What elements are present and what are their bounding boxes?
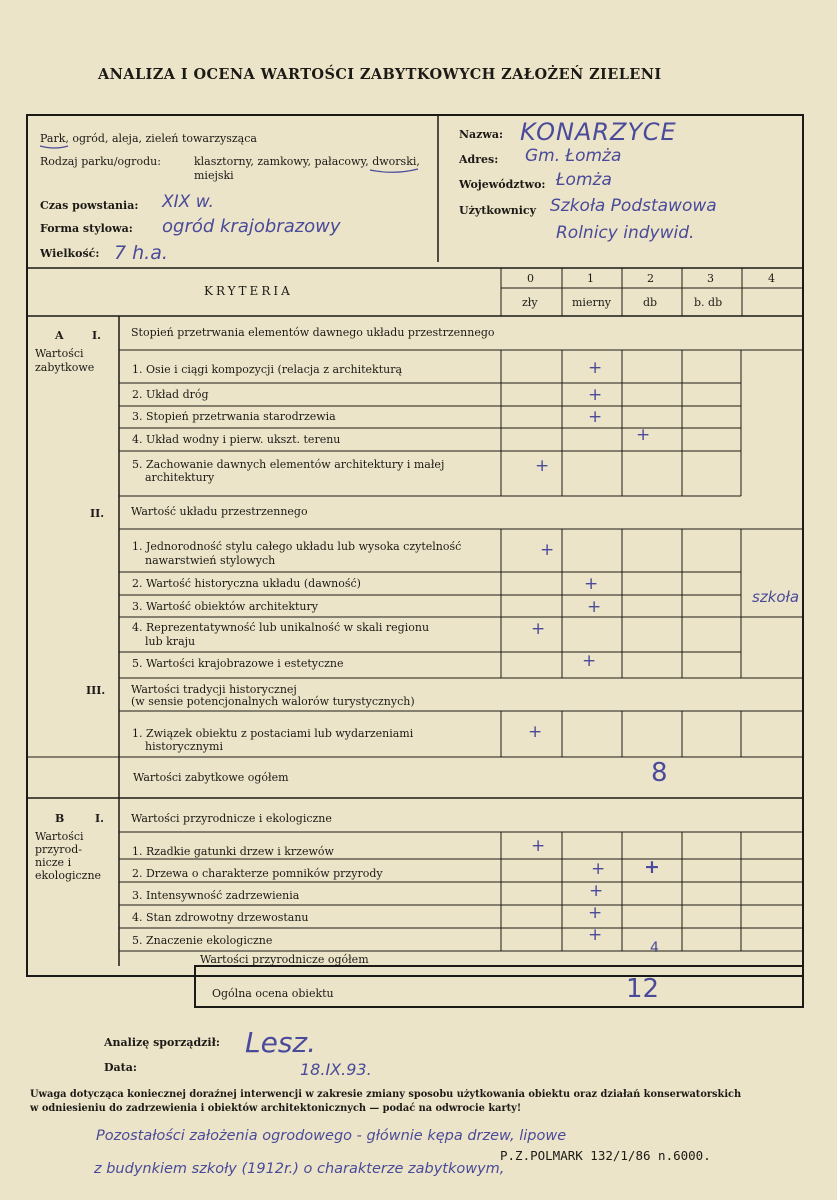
users-value-2: Rolnicy indywid. bbox=[556, 223, 695, 243]
mark-a1-4: + bbox=[636, 425, 651, 445]
mark-a2-3: + bbox=[587, 597, 602, 617]
section-b-title-2: przyrod- bbox=[35, 843, 82, 856]
a2-item-4: 4. Reprezentatywność lub unikalność w skali regionu bbox=[132, 621, 430, 634]
section-a-roman-1: I. bbox=[92, 329, 101, 342]
score-col-1-num: 1 bbox=[587, 272, 594, 285]
mark-a1-5: + bbox=[535, 456, 550, 476]
section-b-total-label: Wartości przyrodnicze ogółem bbox=[200, 953, 369, 966]
voivodeship-value: Łomża bbox=[556, 170, 612, 190]
b1-item-4: 4. Stan zdrowotny drzewostanu bbox=[132, 911, 309, 924]
section-b-roman-1: I. bbox=[95, 812, 104, 825]
name-value: KONARZYCE bbox=[520, 118, 677, 146]
b1-item-3: 3. Intensywność zadrzewienia bbox=[132, 889, 300, 902]
handwritten-note-1: Pozostałości założenia ogrodowego - głównie kępa drzew, lipowe bbox=[96, 1128, 567, 1144]
section-a-roman-3: III. bbox=[86, 684, 106, 697]
age-label: Czas powstania: bbox=[40, 199, 139, 212]
kind-options-cont: miejski bbox=[194, 169, 234, 182]
section-b-letter: B bbox=[55, 812, 65, 825]
a1-item-2: 2. Układ dróg bbox=[132, 388, 209, 401]
name-label: Nazwa: bbox=[459, 128, 504, 141]
analysis-label: Analizę sporządził: bbox=[104, 1036, 220, 1049]
page-title: ANALIZA I OCENA WARTOŚCI ZABYTKOWYCH ZAŁOŻEŃ ZIELENI bbox=[98, 66, 662, 83]
mark-b1-3: + bbox=[589, 881, 604, 901]
section-a-title-1: Wartości bbox=[35, 347, 84, 360]
date-label: Data: bbox=[104, 1061, 137, 1074]
a1-item-1: 1. Osie i ciągi kompozycji (relacja z architekturą bbox=[132, 363, 403, 376]
section-b-total-value: 4 bbox=[650, 940, 659, 956]
analysis-signature: Lesz. bbox=[245, 1026, 317, 1059]
section-a-group-3: Wartości tradycji historycznej bbox=[131, 683, 297, 696]
a1-item-4: 4. Układ wodny i pierw. ukszt. terenu bbox=[132, 433, 341, 446]
section-a-total-value: 8 bbox=[651, 758, 668, 788]
a2-item-4-cont: lub kraju bbox=[145, 635, 196, 648]
section-a-letter: A bbox=[55, 329, 64, 342]
voivodeship-label: Województwo: bbox=[459, 178, 546, 191]
criteria-label: KRYTERIA bbox=[204, 284, 293, 298]
a2-item-5: 5. Wartości krajobrazowe i estetyczne bbox=[132, 657, 344, 670]
note-line-2: w odniesieniu do zadrzewienia i obiektów architektonicznych — podać na odwrocie karty! bbox=[30, 1103, 522, 1114]
kind-options: klasztorny, zamkowy, pałacowy, dworski, bbox=[194, 155, 420, 168]
section-b-title-1: Wartości bbox=[35, 830, 84, 843]
note-line-1: Uwaga dotycząca koniecznej doraźnej interwencji w zakresie zmiany sposobu użytkowania obiektu oraz działań konserwatorskich bbox=[30, 1089, 742, 1100]
overall-value: 12 bbox=[626, 974, 660, 1004]
score-col-2-label: db bbox=[643, 296, 658, 309]
a1-item-5: 5. Zachowanie dawnych elementów architektury i małej bbox=[132, 458, 445, 471]
a2-item-1-cont: nawarstwień stylowych bbox=[145, 554, 276, 567]
mark-a1-1: + bbox=[588, 358, 603, 378]
section-a-roman-2: II. bbox=[90, 507, 105, 520]
b1-item-2: 2. Drzewa o charakterze pomników przyrody bbox=[132, 867, 383, 880]
section-a-group-3-cont: (w sensie potencjonalnych walorów turystycznych) bbox=[131, 695, 415, 708]
style-value: ogród krajobrazowy bbox=[162, 216, 341, 237]
mark-a2-2: + bbox=[584, 574, 599, 594]
a3-item-1: 1. Związek obiektu z postaciami lub wydarzeniami bbox=[132, 727, 414, 740]
mark-b1-2: + bbox=[591, 859, 606, 879]
a2-item-2: 2. Wartość historyczna układu (dawność) bbox=[132, 577, 361, 590]
date-value: 18.IX.93. bbox=[300, 1060, 372, 1079]
score-col-0-num: 0 bbox=[527, 272, 534, 285]
section-a-total-label: Wartości zabytkowe ogółem bbox=[133, 771, 289, 784]
section-a-group-2: Wartość układu przestrzennego bbox=[131, 505, 308, 518]
age-value: XIX w. bbox=[162, 192, 214, 212]
score-col-3-label: b. db bbox=[694, 296, 723, 309]
users-label: Użytkownicy bbox=[459, 204, 537, 217]
type-line: Park, ogród, aleja, zieleń towarzysząca bbox=[40, 132, 257, 145]
side-note: szkoła bbox=[752, 588, 800, 606]
users-value-1: Szkoła Podstawowa bbox=[550, 196, 717, 216]
address-label: Adres: bbox=[459, 153, 499, 166]
section-a-group-1: Stopień przetrwania elementów dawnego układu przestrzennego bbox=[131, 326, 495, 339]
mark-a3-1: + bbox=[528, 722, 543, 742]
b1-item-5: 5. Znaczenie ekologiczne bbox=[132, 934, 273, 947]
size-label: Wielkość: bbox=[40, 247, 100, 260]
mark-a2-1: + bbox=[540, 540, 555, 560]
mark-b1-2-dark: + bbox=[644, 856, 660, 878]
overall-label: Ogólna ocena obiektu bbox=[212, 987, 334, 1000]
a2-item-3: 3. Wartość obiektów architektury bbox=[132, 600, 318, 613]
b1-item-1: 1. Rzadkie gatunki drzew i krzewów bbox=[132, 845, 334, 858]
a3-item-1-cont: historycznymi bbox=[145, 740, 223, 753]
section-b-title-4: ekologiczne bbox=[35, 869, 102, 882]
section-b-group-1: Wartości przyrodnicze i ekologiczne bbox=[131, 812, 332, 825]
section-a-title-2: zabytkowe bbox=[35, 361, 95, 374]
address-value: Gm. Łomża bbox=[525, 146, 622, 166]
kind-label: Rodzaj parku/ogrodu: bbox=[40, 155, 161, 168]
mark-b1-1: + bbox=[531, 836, 546, 856]
a1-item-3: 3. Stopień przetrwania starodrzewia bbox=[132, 410, 336, 423]
handwritten-note-2: z budynkiem szkoły (1912r.) o charakterze zabytkowym, bbox=[94, 1161, 505, 1177]
mark-a1-3: + bbox=[588, 407, 603, 427]
style-label: Forma stylowa: bbox=[40, 222, 133, 235]
section-b-title-3: nicze i bbox=[35, 856, 72, 869]
score-col-3-num: 3 bbox=[707, 272, 714, 285]
size-value: 7 h.a. bbox=[114, 242, 168, 264]
score-col-2-num: 2 bbox=[647, 272, 654, 285]
score-col-0-label: zły bbox=[522, 296, 538, 309]
mark-a2-4: + bbox=[531, 619, 546, 639]
a1-item-5-cont: architektury bbox=[145, 471, 215, 484]
score-col-1-label: mierny bbox=[572, 296, 612, 309]
mark-a1-2: + bbox=[588, 385, 603, 405]
score-col-4-num: 4 bbox=[768, 272, 775, 285]
mark-a2-5: + bbox=[582, 651, 597, 671]
mark-b1-5: + bbox=[588, 925, 603, 945]
a2-item-1: 1. Jednorodność stylu całego układu lub wysoka czytelność bbox=[132, 540, 462, 553]
printer-imprint: P.Z.POLMARK 132/1/86 n.6000. bbox=[500, 1148, 711, 1163]
mark-b1-4: + bbox=[588, 903, 603, 923]
